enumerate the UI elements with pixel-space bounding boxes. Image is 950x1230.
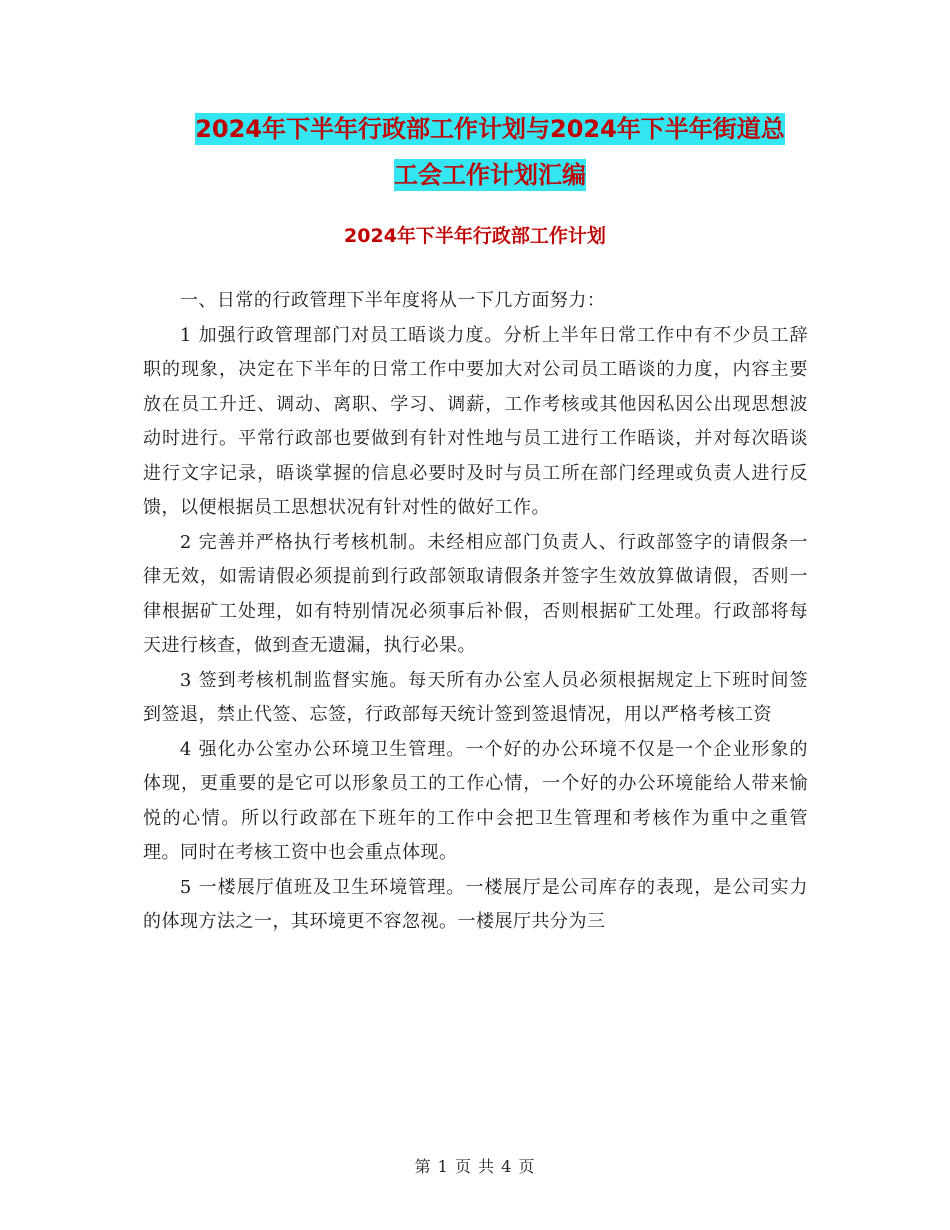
section-title: 2024年下半年行政部工作计划 <box>344 225 606 247</box>
document-title-line-1: 2024年下半年行政部工作计划与2024年下半年街道总 <box>195 115 785 143</box>
paragraph-item-4: 4 强化办公室办公环境卫生管理。一个好的办公环境不仅是一个企业形象的体现，更重要的是它可以形象员工的工作心情，一个好的办公环境能给人带来愉悦的心情。所以行政部在下班年的工作中会把卫生管理和考核作为重中之重管理。同时在考核工资中也会重点体现。 <box>143 738 808 863</box>
paragraph-item-3: 3 签到考核机制监督实施。每天所有办公室人员必须根据规定上下班时间签到签退，禁止代签、忘签，行政部每天统计签到签退情况，用以严格考核工资 <box>143 669 808 725</box>
paragraph-item-2: 2 完善并严格执行考核机制。未经相应部门负责人、行政部签字的请假条一律无效，如需请假必须提前到行政部领取请假条并签字生效放算做请假，否则一律根据矿工处理，如有特别情况必须事后补假，否则根据矿工处理。行政部将每天进行核查，做到查无遗漏，执行必果。 <box>143 531 808 656</box>
page-footer: 第 1 页 共 4 页 <box>414 1157 536 1176</box>
paragraph-intro: 一、日常的行政管理下半年度将从一下几方面努力： <box>179 290 606 311</box>
paragraph-item-5: 5 一楼展厅值班及卫生环境管理。一楼展厅是公司库存的表现，是公司实力的体现方法之一，其环境更不容忽视。一楼展厅共分为三 <box>143 876 808 932</box>
document-title-line-2: 工会工作计划汇编 <box>394 161 586 189</box>
document-title <box>140 106 840 198</box>
paragraph-item-1: 1 加强行政管理部门对员工晤谈力度。分析上半年日常工作中有不少员工辞职的现象，决定在下半年的日常工作中要加大对公司员工晤谈的力度，内容主要放在员工升迁、调动、离职、学习、调薪，工作考核或其他因私因公出现思想波动时进行。平常行政部也要做到有针对性地与员工进行工作晤谈，并对每次晤谈进行文字记录，晤谈掌握的信息必要时及时与员工所在部门经理或负责人进行反馈，以便根据员工思想状况有针对性的做好工作。 <box>143 324 808 518</box>
body-text <box>143 284 808 940</box>
